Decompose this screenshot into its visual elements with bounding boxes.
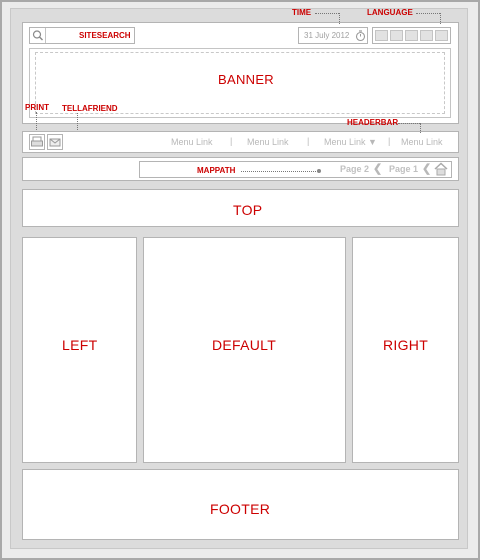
print-label: PRINT xyxy=(25,103,49,112)
language-leader-v xyxy=(440,13,441,24)
flag-icon[interactable] xyxy=(435,30,448,41)
mappath-end-dot xyxy=(317,169,321,173)
flag-icon[interactable] xyxy=(390,30,403,41)
menu-separator: | xyxy=(388,136,391,146)
language-label: LANGUAGE xyxy=(367,8,413,17)
chevron-left-icon: ❮ xyxy=(422,163,432,175)
menu-link[interactable]: Menu Link xyxy=(171,137,213,147)
mappath-leader xyxy=(241,171,318,172)
tellafriend-button[interactable] xyxy=(47,134,63,150)
menu-link[interactable]: Menu Link xyxy=(247,137,289,147)
time-leader-h xyxy=(315,13,339,14)
language-leader-h xyxy=(416,13,440,14)
headerbar xyxy=(22,131,459,153)
headerbar-label: HEADERBAR xyxy=(347,118,399,127)
menu-separator: | xyxy=(230,136,233,146)
chevron-left-icon: ❮ xyxy=(373,163,383,175)
clock-icon xyxy=(355,29,366,47)
envelope-icon xyxy=(48,135,62,149)
flag-icon[interactable] xyxy=(405,30,418,41)
menu-link[interactable]: Menu Link xyxy=(401,137,443,147)
left-pane-label: LEFT xyxy=(62,337,98,353)
menu-separator: | xyxy=(307,136,310,146)
right-pane-label: RIGHT xyxy=(383,337,429,353)
time-leader-v xyxy=(339,13,340,24)
home-icon[interactable] xyxy=(434,162,448,181)
mappath-label: MAPPATH xyxy=(197,166,236,175)
tellafriend-label: TELLAFRIEND xyxy=(62,104,118,113)
print-button[interactable] xyxy=(29,134,45,150)
date-text: 31 July 2012 xyxy=(304,31,350,40)
time-label: TIME xyxy=(292,8,312,17)
flag-icon[interactable] xyxy=(420,30,433,41)
top-pane-label: TOP xyxy=(233,202,263,218)
flag-icon[interactable] xyxy=(375,30,388,41)
headerbar-leader-h xyxy=(398,123,420,124)
sitesearch-label: SITESEARCH xyxy=(79,31,131,40)
footer-pane-label: FOOTER xyxy=(210,501,271,517)
breadcrumb-page1[interactable]: Page 1 xyxy=(389,164,419,174)
search-icon[interactable] xyxy=(30,28,46,43)
breadcrumb-page2[interactable]: Page 2 xyxy=(340,164,370,174)
headerbar-leader-v xyxy=(420,123,421,133)
default-pane-label: DEFAULT xyxy=(212,337,277,353)
menu-link[interactable]: Menu Link ▼ xyxy=(324,137,377,147)
banner-label: BANNER xyxy=(218,72,274,87)
print-icon xyxy=(30,135,44,149)
